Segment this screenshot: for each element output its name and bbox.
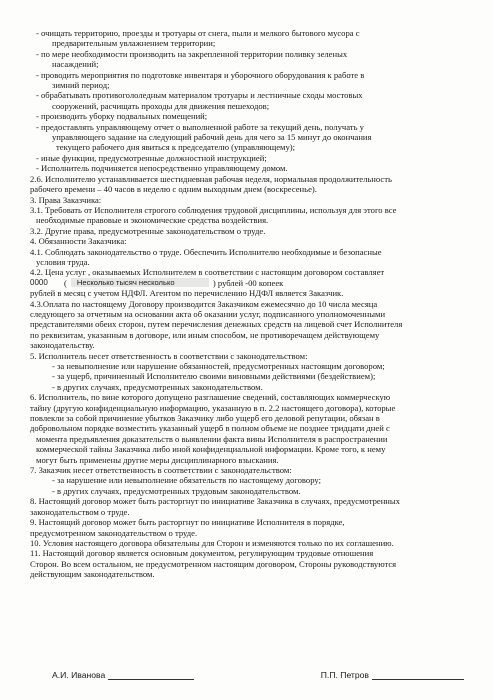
clause-line: тайну (другую конфиденциальную информацию, указанную в п. 2.2 настоящего договора), которые (30, 402, 396, 413)
duty-line: предварительным увлажнением территории; (52, 38, 216, 49)
duty-line: - Исполнитель подчиняется непосредственно управляющему домом. (36, 163, 288, 174)
clause-line: 4.3.Оплата по настоящему Договору производится Заказчиком ежемесячно до 10 числа месяца (30, 298, 378, 309)
duty-line: сооружений, расчищать проходы для движения пешеходов; (52, 100, 270, 111)
clause-line: действующим законодательством. (30, 569, 155, 580)
clause-line: рублей в месяц с учетом НДФЛ. Агентом по перечислению НДФЛ является Заказчик. (30, 288, 344, 299)
clause-line: могут быть применены другие меры дисциплинарного взыскания. (36, 454, 279, 465)
price-suffix: ) рублей -00 копеек (212, 277, 284, 288)
signature-line-left (108, 671, 194, 680)
contract-text (30, 28, 468, 580)
signature-left (52, 670, 194, 680)
clause-line: момента предъявления доказательств о выявлении факта вины Исполнителя в распространении (36, 433, 388, 444)
price-number-field[interactable]: 0000 (30, 278, 48, 288)
clause-line: рабочего времени – 40 часов в неделю с одним выходным днем (воскресенье). (30, 184, 317, 195)
clause-line: необходимые правовые и экономические средства воздействия. (36, 215, 269, 226)
clause-line: добровольном порядке возместить указанный ущерб в полном объеме не позднее тридцати дней с (30, 423, 390, 434)
duty-line: управляющего задание на следующий рабочий день для чего за 15 минут до окончания (52, 132, 372, 143)
clause-line: 6. Исполнитель, по вине которого допущено разглашение сведений, составляющих коммерческую (30, 392, 391, 403)
price-row (30, 278, 468, 288)
signature-row (52, 670, 464, 680)
clause-line: по реквизитам, указанным в договоре, или иным способом, не противоречащем действующему (30, 329, 380, 340)
duty-line: - по мере необходимости производить на закрепленной территории поливку зеленых (36, 48, 348, 59)
clause-line: 10. Условия настоящего договора обязательны для Сторон и изменяются только по их соглашению. (30, 537, 394, 548)
clause-line: 3.2. Другие права, предусмотренные законодательством о труде. (30, 225, 266, 236)
list-item: - в других случаях, предусмотренных законодательством. (52, 381, 263, 392)
duty-line: - очищать территорию, проезды и тротуары от снега, пыли и мелкого бытового мусора с (36, 28, 360, 38)
clause-line: коммерческой тайны Заказчика либо иной конфиденциальной информации. Кроме того, к нему (36, 444, 386, 455)
section-heading: 7. Заказчик несет ответственность в соответствии с законодательством: (30, 465, 292, 476)
clause-line: 9. Настоящий договор может быть расторгнут по инициативе Исполнителя в порядке, (30, 517, 345, 528)
clause-line: повлекли за собой причинение убытков Заказчику либо ущерб его деловой репутации, обязан в (30, 413, 380, 424)
clause-line: следующего за отчетным на основании акта об оказании услуг, подписанного уполномоченными (30, 308, 386, 319)
duty-line: зимний период; (52, 80, 110, 91)
clause-line: 11. Настоящий договор является основным документом, регулирующим трудовые отношения (30, 548, 374, 559)
signature-right (321, 670, 464, 680)
clause-line: условия труда. (36, 256, 90, 267)
duty-line: - проводить мероприятия по подготовке инвентаря и уборочного оборудования к работе в (36, 69, 365, 80)
clause-line: законодательству. (30, 340, 95, 351)
signatory-name-right: П.П. Петров (320, 670, 369, 680)
clause-line: представителями обеих сторон, путем перечисления денежных средств на лицевой счет Исполнителя (30, 319, 403, 330)
clause-line: 8. Настоящий договор может быть расторгнут по инициативе Заказчика в случаях, предусмотренных (30, 496, 400, 507)
signature-line-right (372, 671, 464, 680)
duty-line: текущего рабочего дня явиться к председателю (управляющему); (56, 142, 296, 153)
clause-line: 4.1. Соблюдать законодательство о труде. Обеспечить Исполнителю необходимые и безопасные (30, 246, 382, 257)
clause-line: 4.2. Цена услуг , оказываемых Исполнителем в соответствии с настоящим договором составляет (30, 267, 385, 278)
price-amount-field[interactable]: Несколько тысяч несколько (71, 278, 209, 287)
open-paren: ( (64, 277, 67, 288)
clause-line: законодательством о труде. (30, 506, 130, 517)
list-item: - за нарушение или невыполнение обязательств по настоящему договору; (52, 475, 321, 486)
duty-line: - предоставлять управляющему отчет о выполненной работе за текущий день, получать у (36, 121, 364, 132)
section-heading: 5. Исполнитель несет ответственность в соответствии с законодательством: (30, 350, 308, 361)
list-item: - за ущерб, причиненный Исполнителю своими виновными действиями (бездействием); (52, 371, 376, 382)
clause-line: 2.6. Исполнителю устанавливается шестидневная рабочая неделя, нормальная продолжительность (30, 173, 392, 184)
duty-line: - обрабатывать противогололедным материалом тротуары и лестничные сходы мостовых (36, 90, 363, 101)
list-item: - в других случаях, предусмотренных трудовым законодательством. (52, 485, 301, 496)
clause-line: предусмотренном законодательством о труде. (30, 527, 198, 538)
list-item: - за невыполнение или нарушение обязанностей, предусмотренных настоящим договором; (52, 361, 385, 371)
clause-line: 3.1. Требовать от Исполнителя строгого соблюдения трудовой дисциплины, используя для этого все (30, 204, 397, 215)
section-heading: 4. Обязанности Заказчика: (30, 236, 127, 247)
section-heading: 3. Права Заказчика: (30, 194, 102, 205)
duty-line: насаждений; (52, 59, 99, 70)
duty-line: - иные функции, предусмотренные должностной инструкцией; (36, 152, 267, 163)
signatory-name-left: А.И. Иванова (52, 670, 106, 680)
duty-line: - производить уборку подвальных помещений; (36, 111, 208, 122)
clause-line: Сторон. Во всем остальном, не предусмотренном настоящим договором, Стороны руководствуются (30, 558, 397, 569)
